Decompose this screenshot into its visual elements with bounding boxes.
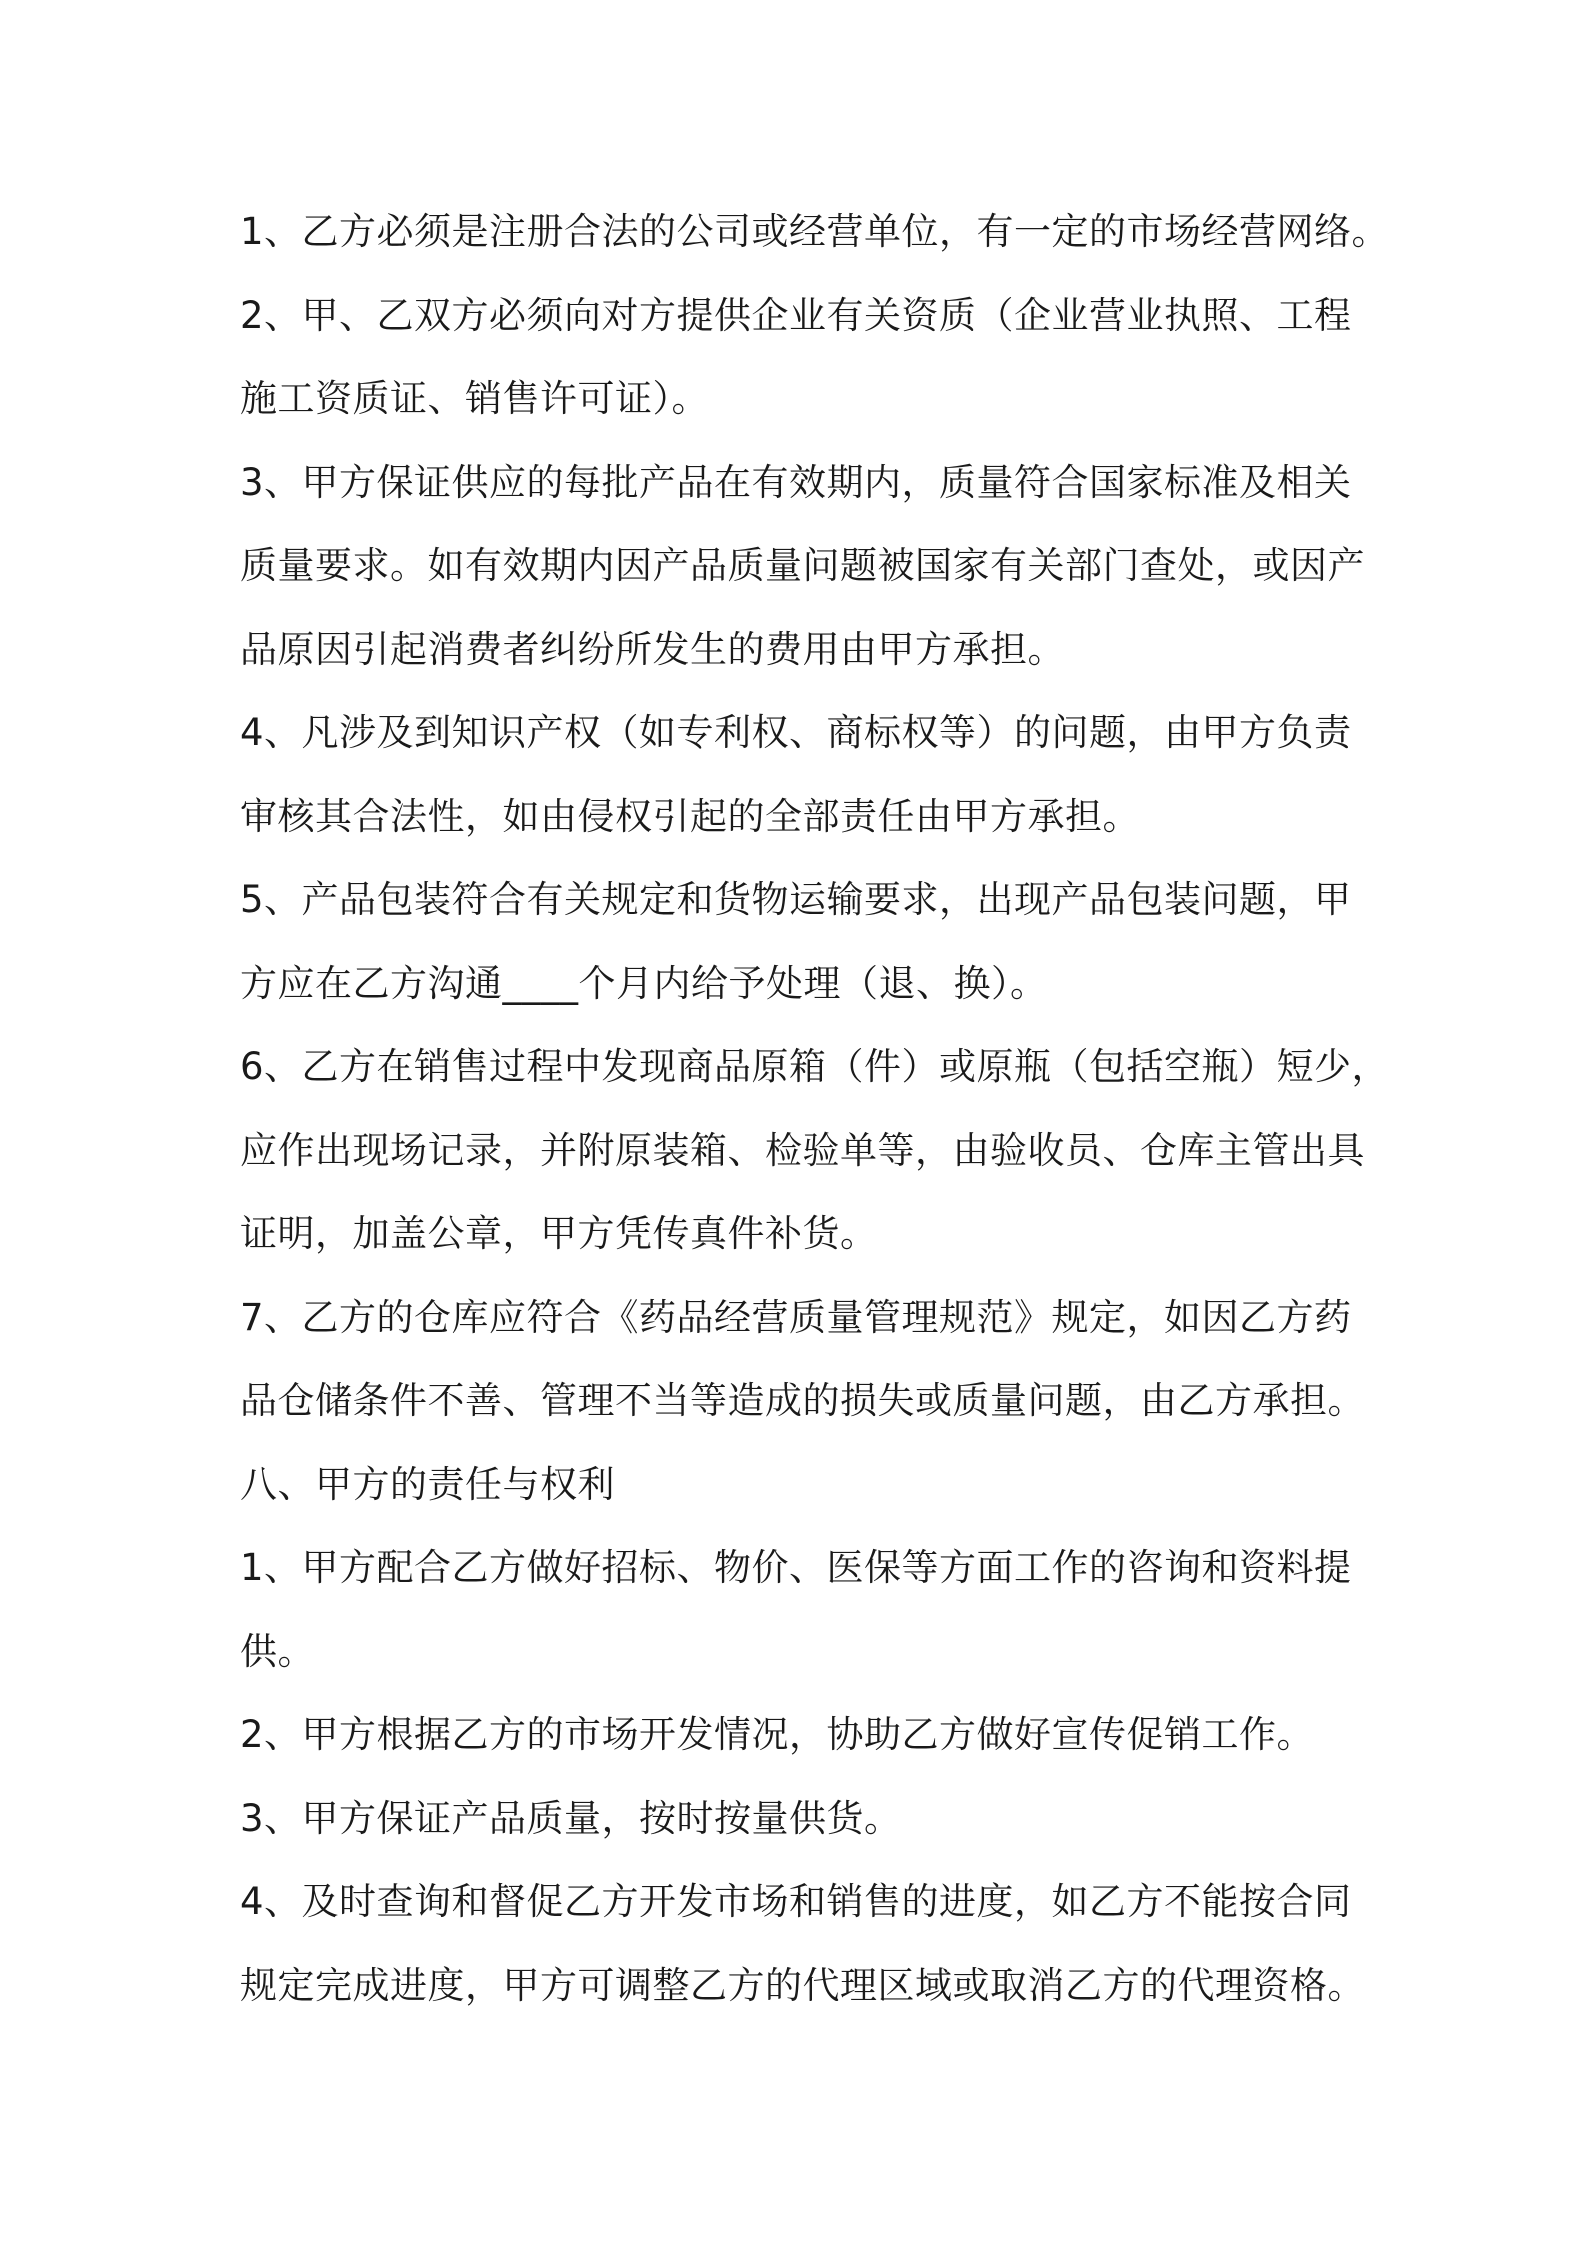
clause-paragraph [240,691,1370,858]
text-line: 质量要求。如有效期内因产品质量问题被国家有关部门查处，或因产 [240,544,1365,587]
clause-paragraph [240,274,1370,441]
clause-paragraph [240,1526,1370,1693]
text-line: 4、及时查询和督促乙方开发市场和销售的进度，如乙方不能按合同 [240,1880,1352,1923]
text-line: 施工资质证、销售许可证）。 [240,377,709,420]
text-line: 5、产品包装符合有关规定和货物运输要求，出现产品包装问题，甲 [240,878,1352,921]
clause-paragraph [240,1025,1390,1276]
text-line: 证明，加盖公章，甲方凭传真件补货。 [240,1212,878,1255]
text-line: 供。 [240,1629,315,1673]
text-line: 4、凡涉及到知识产权（如专利权、商标权等）的问题，由甲方负责 [240,711,1352,754]
clause-paragraph [240,858,1370,1025]
clause-paragraph [240,190,1390,274]
clause-paragraph [240,1276,1370,1443]
section-heading-text: 八、甲方的责任与权利 [240,1462,615,1506]
text-line: 3、甲方保证产品质量，按时按量供货。 [240,1796,902,1840]
text-line: 1、甲方配合乙方做好招标、物价、医保等方面工作的咨询和资料提 [240,1546,1352,1589]
text-line: 方应在乙方沟通____个月内给予处理（退、换）。 [240,961,1048,1005]
text-line: 2、甲方根据乙方的市场开发情况，协助乙方做好宣传促销工作。 [240,1713,1315,1756]
text-line: 规定完成进度，甲方可调整乙方的代理区域或取消乙方的代理资格。 [240,1963,1365,2007]
text-line: 审核其合法性，如由侵权引起的全部责任由甲方承担。 [240,794,1140,838]
text-line: 3、甲方保证供应的每批产品在有效期内，质量符合国家标准及相关 [240,460,1352,504]
text-line: 1、乙方必须是注册合法的公司或经营单位，有一定的市场经营网络。 [240,210,1390,253]
text-line: 品仓储条件不善、管理不当等造成的损失或质量问题，由乙方承担。 [240,1379,1365,1422]
document-body [240,190,1390,2027]
text-line: 应作出现场记录，并附原装箱、检验单等，由验收员、仓库主管出具 [240,1128,1365,1172]
clause-paragraph [240,1860,1370,2027]
text-line: 品原因引起消费者纠纷所发生的费用由甲方承担。 [240,627,1065,671]
text-line: 7、乙方的仓库应符合《药品经营质量管理规范》规定，如因乙方药 [240,1295,1352,1339]
clause-paragraph [240,1777,1370,1861]
clause-paragraph [240,441,1370,692]
text-line: 2、甲、乙双方必须向对方提供企业有关资质（企业营业执照、工程 [240,293,1352,337]
section-heading [240,1443,1370,1527]
clause-paragraph [240,1693,1370,1777]
text-line: 6、乙方在销售过程中发现商品原箱（件）或原瓶（包括空瓶）短少， [240,1045,1390,1088]
